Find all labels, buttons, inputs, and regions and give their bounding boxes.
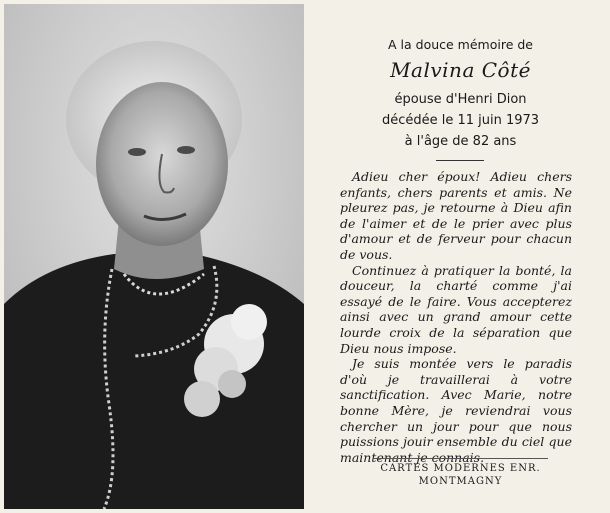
farewell-paragraph-1: Adieu cher époux! Adieu chers enfants, chers parents et amis. Ne pleurez pas, je retourne à Dieu afin de l'aimer et de le prier avec plus d'amour et de ferveur pour chacun de vous. [340, 169, 572, 262]
publisher-name: CARTES MODERNES ENR. [380, 463, 541, 474]
spouse-line: épouse d'Henri Dion [394, 92, 527, 107]
memorial-text-panel [318, 0, 603, 513]
deceased-name: Malvina Côté [390, 58, 531, 82]
divider [436, 160, 484, 161]
farewell-text [340, 169, 572, 465]
farewell-paragraph-2: Continuez à pratiquer la bonté, la douceur, la charté comme j'ai essayé de le faire. Vous accepterez ainsi avec un grand amour cette lourde croix de la séparation que Dieu nous impose. [340, 262, 572, 356]
portrait-photo [4, 4, 304, 509]
death-date-line: décédée le 11 juin 1973 [381, 113, 540, 128]
dedication-line: A la douce mémoire de [388, 37, 533, 52]
farewell-paragraph-3: Je suis montée vers le paradis d'où je travaillerai à votre sanctification. Avec Marie, notre bonne Mère, je reviendrai vous chercher un jour pour que nous puissions jouir ensemble du ciel que maintenant je connais. [340, 356, 572, 465]
publisher-city: MONTMAGNY [418, 476, 503, 487]
portrait-illustration [4, 4, 304, 509]
publisher-divider [373, 458, 548, 459]
age-line: à l'âge de 82 ans [404, 134, 517, 149]
